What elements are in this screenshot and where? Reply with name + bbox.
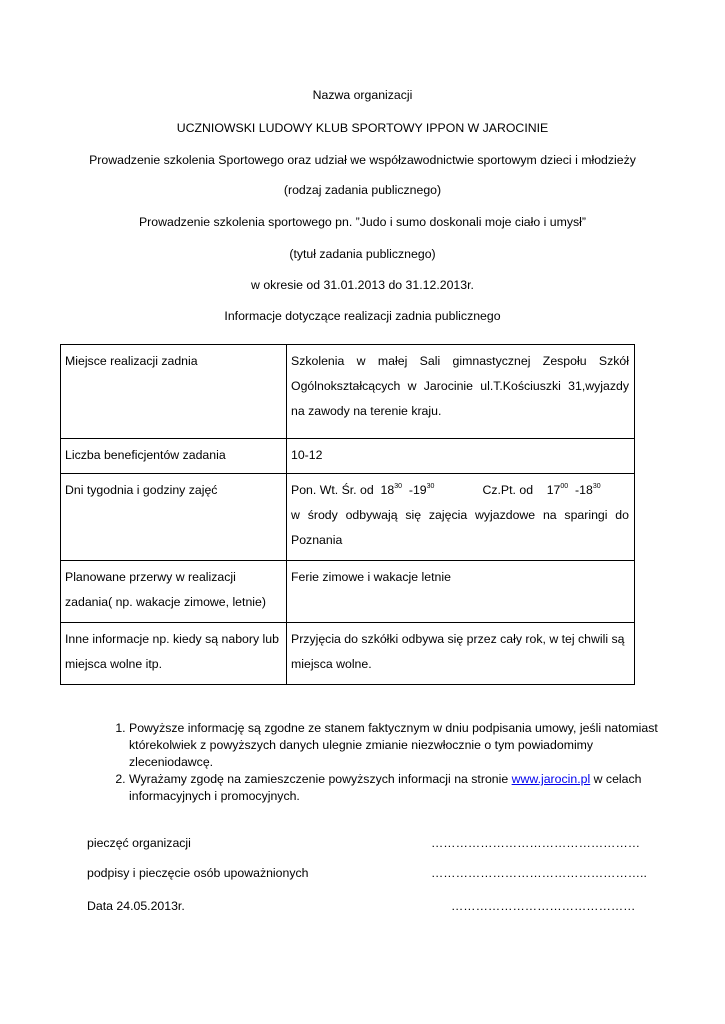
task-title: Prowadzenie szkolenia sportowego pn. ”Judo i sumo doskonali moje ciało i umysł”	[138, 215, 586, 229]
task-title-caption: (tytuł zadania publicznego)	[289, 247, 436, 261]
stamp-signature-line: ……………………………………………	[431, 836, 641, 850]
minute-end-1: 30	[426, 483, 435, 490]
stamp-label: pieczęć organizacji	[87, 836, 191, 850]
task-type: Prowadzenie szkolenia Sportowego oraz udział we współzawodnictwie sportowym dzieci i młodzieży	[89, 153, 636, 167]
row-label: Liczba beneficjentów zadania	[61, 439, 287, 474]
row-value: Przyjęcia do szkółki odbywa się przez cały rok, w tej chwili są miejsca wolne.	[287, 623, 635, 685]
row-label: Inne informacje np. kiedy są nabory lub miejsca wolne itp.	[61, 623, 287, 685]
signers-signature-line: ……………………………………………..	[431, 866, 647, 880]
minute-end-2: 30	[592, 483, 601, 490]
org-label: Nazwa organizacji	[312, 88, 413, 102]
row-label: Dni tygodnia i godziny zajęć	[61, 474, 287, 561]
days-group-2: Cz.Pt. od	[482, 483, 534, 497]
info-heading: Informacje dotyczące realizacji zadnia publicznego	[224, 309, 501, 323]
row-label: Planowane przerwy w realizacji zadania( np. wakacje zimowe, letnie)	[61, 561, 287, 623]
hour-start-2: 17	[546, 483, 561, 497]
note-text: Wyrażamy zgodę na zamieszczenie powyższych informacji na stronie	[129, 772, 512, 786]
notes-list	[108, 720, 669, 805]
table-row	[61, 623, 635, 685]
hour-start-1: 18	[380, 483, 395, 497]
row-value: Szkolenia w małej Sali gimnastycznej Zespołu Szkół Ogólnokształcących w Jarocinie ul.T.Kościuszki 31,wyjazdy na zawody na terenie kraju.	[287, 345, 635, 439]
minute-start-1: 30	[394, 483, 403, 490]
task-type-caption: (rodzaj zadania publicznego)	[283, 183, 442, 197]
row-value: Ferie zimowe i wakacje letnie	[287, 561, 635, 623]
info-table	[60, 344, 635, 685]
schedule-hours	[291, 478, 629, 503]
org-name: UCZNIOWSKI LUDOWY KLUB SPORTOWY IPPON W JAROCINIE	[176, 121, 549, 135]
minute-start-2: 00	[560, 483, 569, 490]
table-row	[61, 439, 635, 474]
days-group-1: Pon. Wt. Śr. od	[291, 483, 374, 497]
table-row	[61, 474, 635, 561]
hour-end-2: -18	[571, 483, 593, 497]
date-signature-line: ………………………………………	[451, 899, 636, 913]
jarocin-link[interactable]: www.jarocin.pl	[511, 772, 591, 786]
schedule-note: w środy odbywają się zajęcia wyjazdowe na sparingi do Poznania	[291, 508, 629, 547]
row-label: Miejsce realizacji zadnia	[61, 345, 287, 439]
list-item: 1. Powyższe informację są zgodne ze stanem faktycznym w dniu podpisania umowy, jeśli natomiast którekolwiek z powyższych danych ulegnie zmianie niezwłocznie o tym powiadomimy zleceniodawcę.	[129, 720, 669, 771]
note-text: w celach informacyjnych i promocyjnych.	[129, 772, 642, 803]
row-value	[287, 474, 635, 561]
hour-end-1: -19	[405, 483, 427, 497]
row-value: 10-12	[287, 439, 635, 474]
period: w okresie od 31.01.2013 do 31.12.2013r.	[251, 278, 474, 292]
table-row	[61, 345, 635, 439]
list-item	[129, 771, 669, 805]
date-label: Data 24.05.2013r.	[87, 899, 185, 913]
signers-label: podpisy i pieczęcie osób upoważnionych	[87, 866, 309, 880]
table-row	[61, 561, 635, 623]
